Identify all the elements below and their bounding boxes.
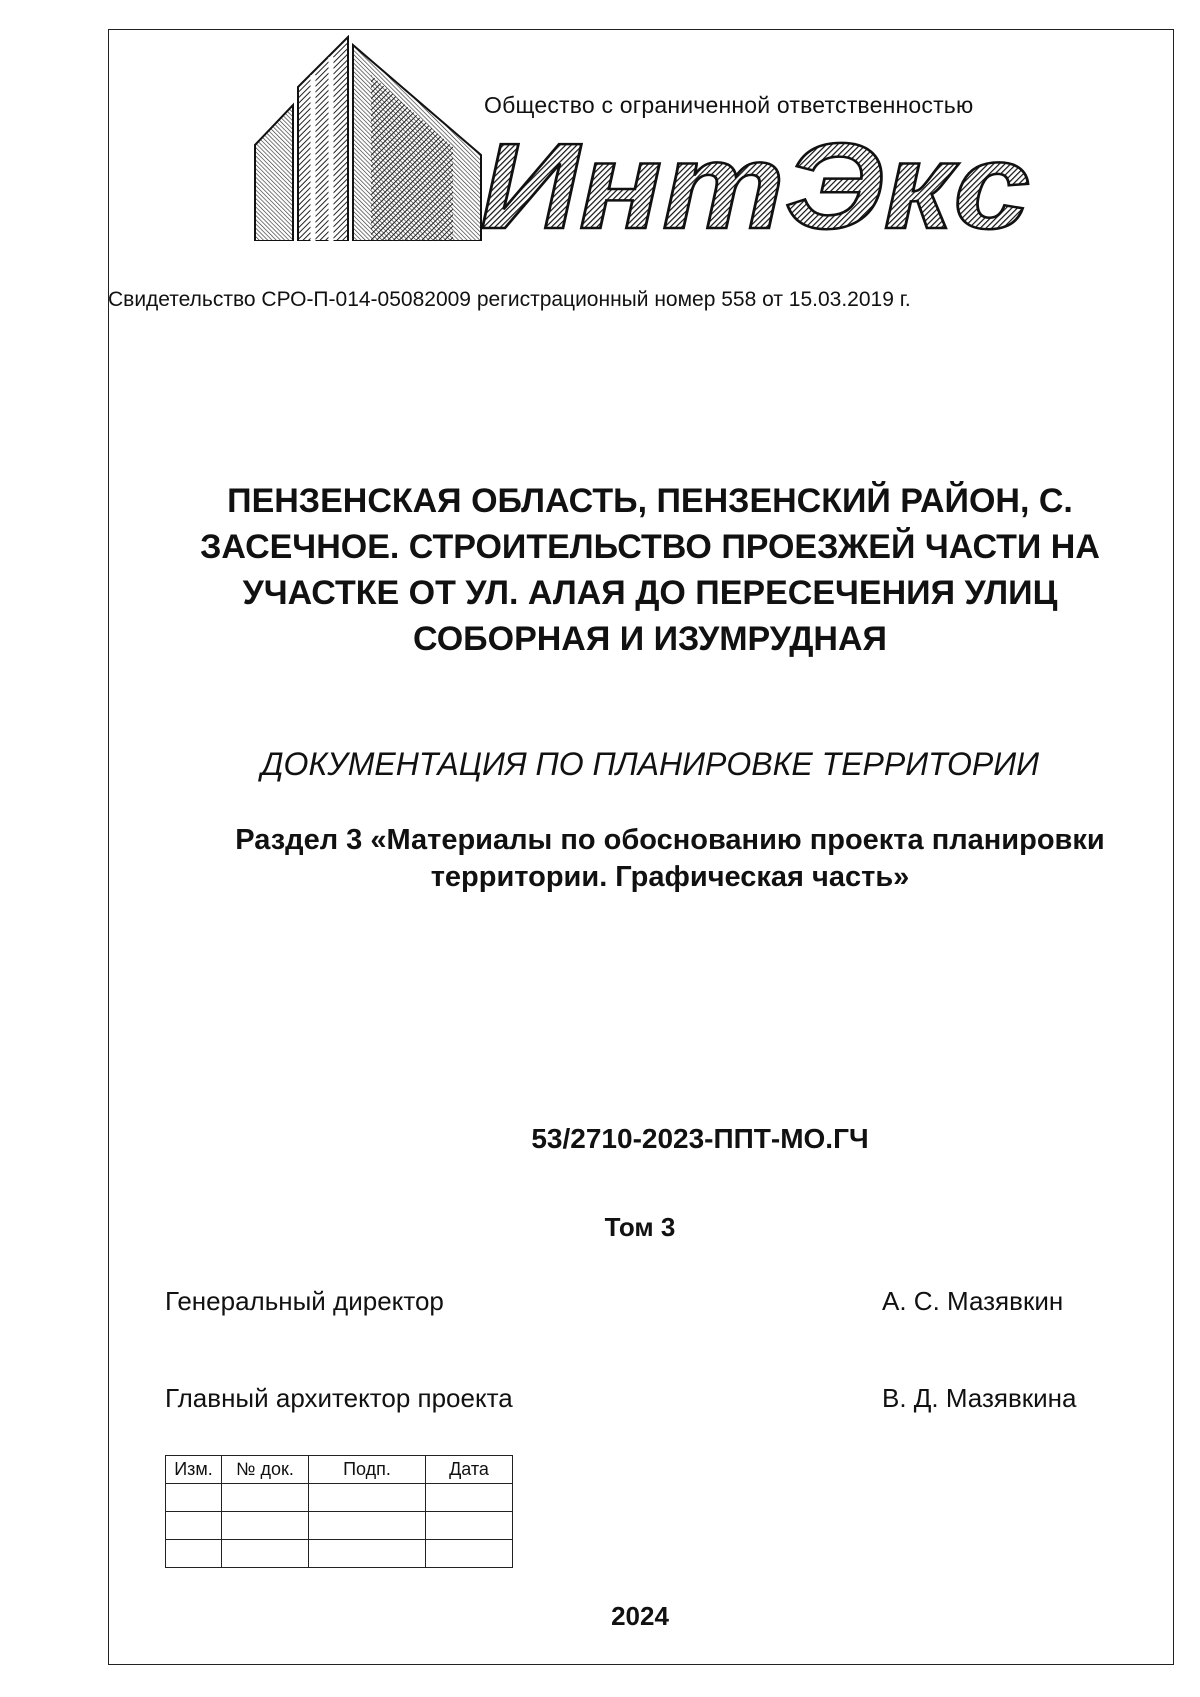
revision-cell xyxy=(426,1484,513,1512)
documentation-type: ДОКУМЕНТАЦИЯ ПО ПЛАНИРОВКЕ ТЕРРИТОРИИ xyxy=(261,746,1039,782)
revision-cell xyxy=(166,1484,222,1512)
project-title: ПЕНЗЕНСКАЯ ОБЛАСТЬ, ПЕНЗЕНСКИЙ РАЙОН, С. ЗАСЕЧНОЕ. СТРОИТЕЛЬСТВО ПРОЕЗЖЕЙ ЧАСТИ НА УЧАСТКЕ ОТ УЛ. АЛАЯ ДО ПЕРЕСЕЧЕНИЯ УЛИЦ СОБОРНАЯ И ИЗУМРУДНАЯ xyxy=(200,482,1100,658)
revision-cell xyxy=(166,1540,222,1568)
certificate-line: Свидетельство СРО-П-014-05082009 регистрационный номер 558 от 15.03.2019 г. xyxy=(108,288,911,311)
revision-header-cell: Дата xyxy=(426,1456,513,1484)
company-legal-form: Общество с ограниченной ответственностью xyxy=(484,92,974,118)
revision-table-header xyxy=(166,1456,513,1484)
company-name-text: ИнтЭкс xyxy=(480,128,1030,246)
signature-name-chief-architect: В. Д. Мазявкина xyxy=(882,1383,1077,1413)
revision-table xyxy=(165,1455,513,1568)
revision-header-cell: Изм. xyxy=(166,1456,222,1484)
volume-number: Том 3 xyxy=(604,1212,676,1242)
section-title: Раздел 3 «Материалы по обоснованию проекта планировки территории. Графическая часть» xyxy=(235,824,1105,893)
revision-cell xyxy=(426,1512,513,1540)
year: 2024 xyxy=(611,1601,669,1631)
revision-header-cell: № док. xyxy=(222,1456,309,1484)
revision-cell xyxy=(222,1484,309,1512)
revision-cell xyxy=(222,1512,309,1540)
revision-cell xyxy=(309,1540,426,1568)
company-name-logo xyxy=(480,128,1040,246)
revision-cell xyxy=(309,1512,426,1540)
signature-role-general-director: Генеральный директор xyxy=(165,1286,444,1316)
table-row xyxy=(166,1512,513,1540)
signature-name-general-director: А. С. Мазявкин xyxy=(882,1286,1064,1316)
revision-cell xyxy=(166,1512,222,1540)
revision-cell xyxy=(222,1540,309,1568)
table-row xyxy=(166,1540,513,1568)
revision-cell xyxy=(309,1484,426,1512)
table-row xyxy=(166,1484,513,1512)
document-code: 53/2710-2023-ППТ-МО.ГЧ xyxy=(531,1123,869,1154)
signature-role-chief-architect: Главный архитектор проекта xyxy=(165,1383,513,1413)
revision-cell xyxy=(426,1540,513,1568)
company-logo-icon xyxy=(253,35,483,241)
revision-header-cell: Подп. xyxy=(309,1456,426,1484)
